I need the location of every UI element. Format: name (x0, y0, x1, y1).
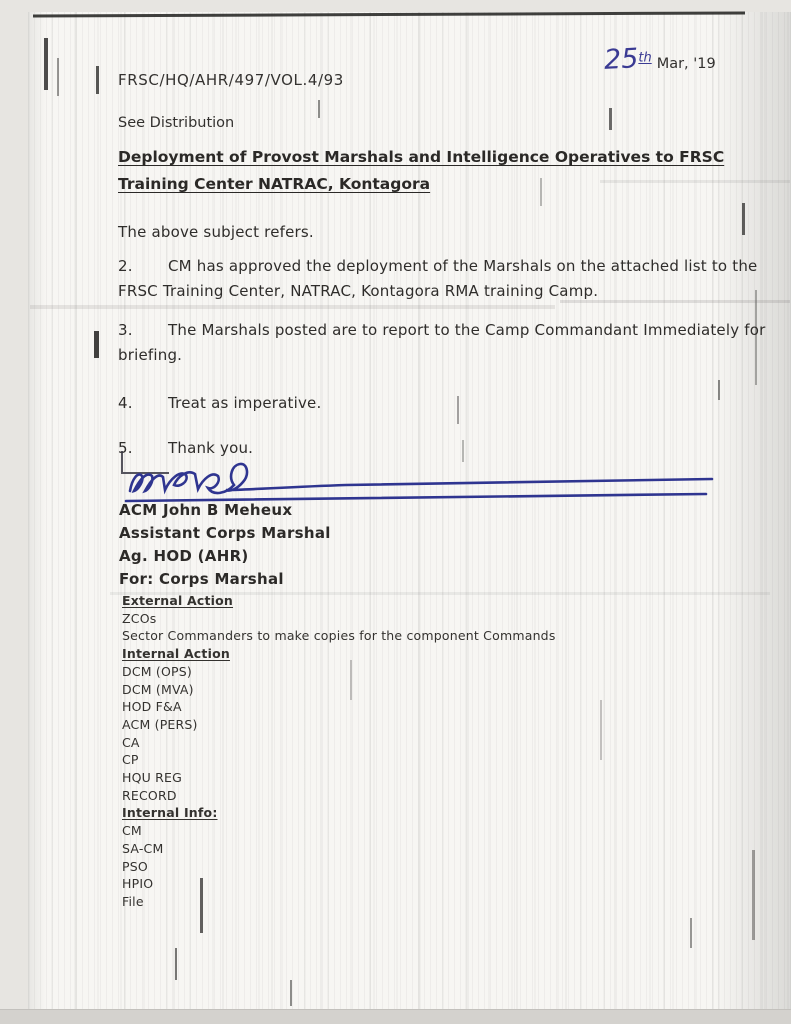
reference-number: FRSC/HQ/AHR/497/VOL.4/93 (118, 71, 344, 89)
signatory-block (119, 499, 331, 591)
paragraph-text: Treat as imperative. (168, 394, 322, 412)
scan-artifact (94, 331, 99, 358)
scan-artifact (600, 700, 602, 760)
scan-artifact (752, 850, 755, 940)
distribution-heading-external-action: External Action (122, 593, 234, 608)
scan-artifact (175, 948, 177, 980)
distribution-heading-internal-action: Internal Action (122, 646, 230, 662)
distribution-item: CM (122, 823, 142, 839)
scanner-bed-strip (0, 1009, 791, 1024)
scan-artifact (57, 58, 59, 96)
paragraph-number: 2. (118, 257, 133, 275)
scan-artifact (96, 66, 99, 94)
salutation: See Distribution (118, 115, 235, 131)
distribution-item: DCM (OPS) (122, 663, 192, 679)
distribution-item: HQU REG (122, 770, 183, 786)
distribution-item: HOD F&A (122, 699, 182, 715)
scan-artifact (318, 100, 320, 118)
signatory-appointment: Ag. HOD (AHR) (119, 547, 249, 565)
distribution-item: CP (122, 752, 139, 768)
date-handwritten (604, 44, 716, 75)
distribution-item: CA (122, 734, 140, 750)
paragraph-text: The Marshals posted are to report to the Camp Commandant Immediately for briefing. (118, 321, 766, 364)
paragraph-text: CM has approved the deployment of the Marshals on the attached list to the FRSC Training Center, NATRAC, Kontagora RMA training Camp. (118, 257, 758, 300)
scan-smudge (30, 305, 555, 309)
paragraph-4 (118, 391, 773, 416)
distribution-heading-internal-info: Internal Info: (122, 805, 218, 821)
paragraph-text: The above subject refers. (118, 223, 314, 241)
distribution-item: ZCOs (122, 610, 157, 626)
paragraph-1 (118, 220, 773, 245)
paragraph-2 (118, 254, 773, 304)
paragraph-number: 4. (118, 394, 133, 412)
subject-line-1: Deployment of Provost Marshals and Intelligence Operatives to FRSC (118, 148, 725, 166)
distribution-item: File (122, 893, 144, 909)
distribution-item: Sector Commanders to make copies for the component Commands (122, 628, 556, 644)
paragraph-number: 5. (118, 439, 133, 457)
paragraph-number: 3. (118, 321, 133, 339)
signature-scribble (116, 449, 720, 505)
signatory-rank: Assistant Corps Marshal (119, 524, 331, 542)
distribution-item: SA-CM (122, 840, 164, 856)
date-month-year: Mar, '19 (656, 56, 716, 72)
paragraph-text: Thank you. (168, 439, 254, 457)
distribution-item: HPIO (122, 876, 154, 892)
distribution-list (122, 592, 556, 911)
scan-artifact (290, 980, 292, 1006)
signatory-name: ACM John B Meheux (119, 501, 293, 519)
scan-artifact (44, 38, 48, 90)
distribution-item: DCM (MVA) (122, 681, 194, 697)
date-ordinal: th (638, 50, 652, 66)
subject-title (118, 144, 768, 198)
paragraph-3 (118, 318, 773, 368)
scan-artifact (609, 108, 612, 130)
distribution-item: PSO (122, 858, 148, 874)
subject-line-2: Training Center NATRAC, Kontagora (118, 175, 431, 193)
scan-artifact (690, 918, 692, 948)
signatory-for-line: For: Corps Marshal (119, 570, 284, 588)
date-day: 25 (603, 43, 640, 76)
distribution-item: ACM (PERS) (122, 716, 198, 732)
distribution-item: RECORD (122, 787, 177, 803)
